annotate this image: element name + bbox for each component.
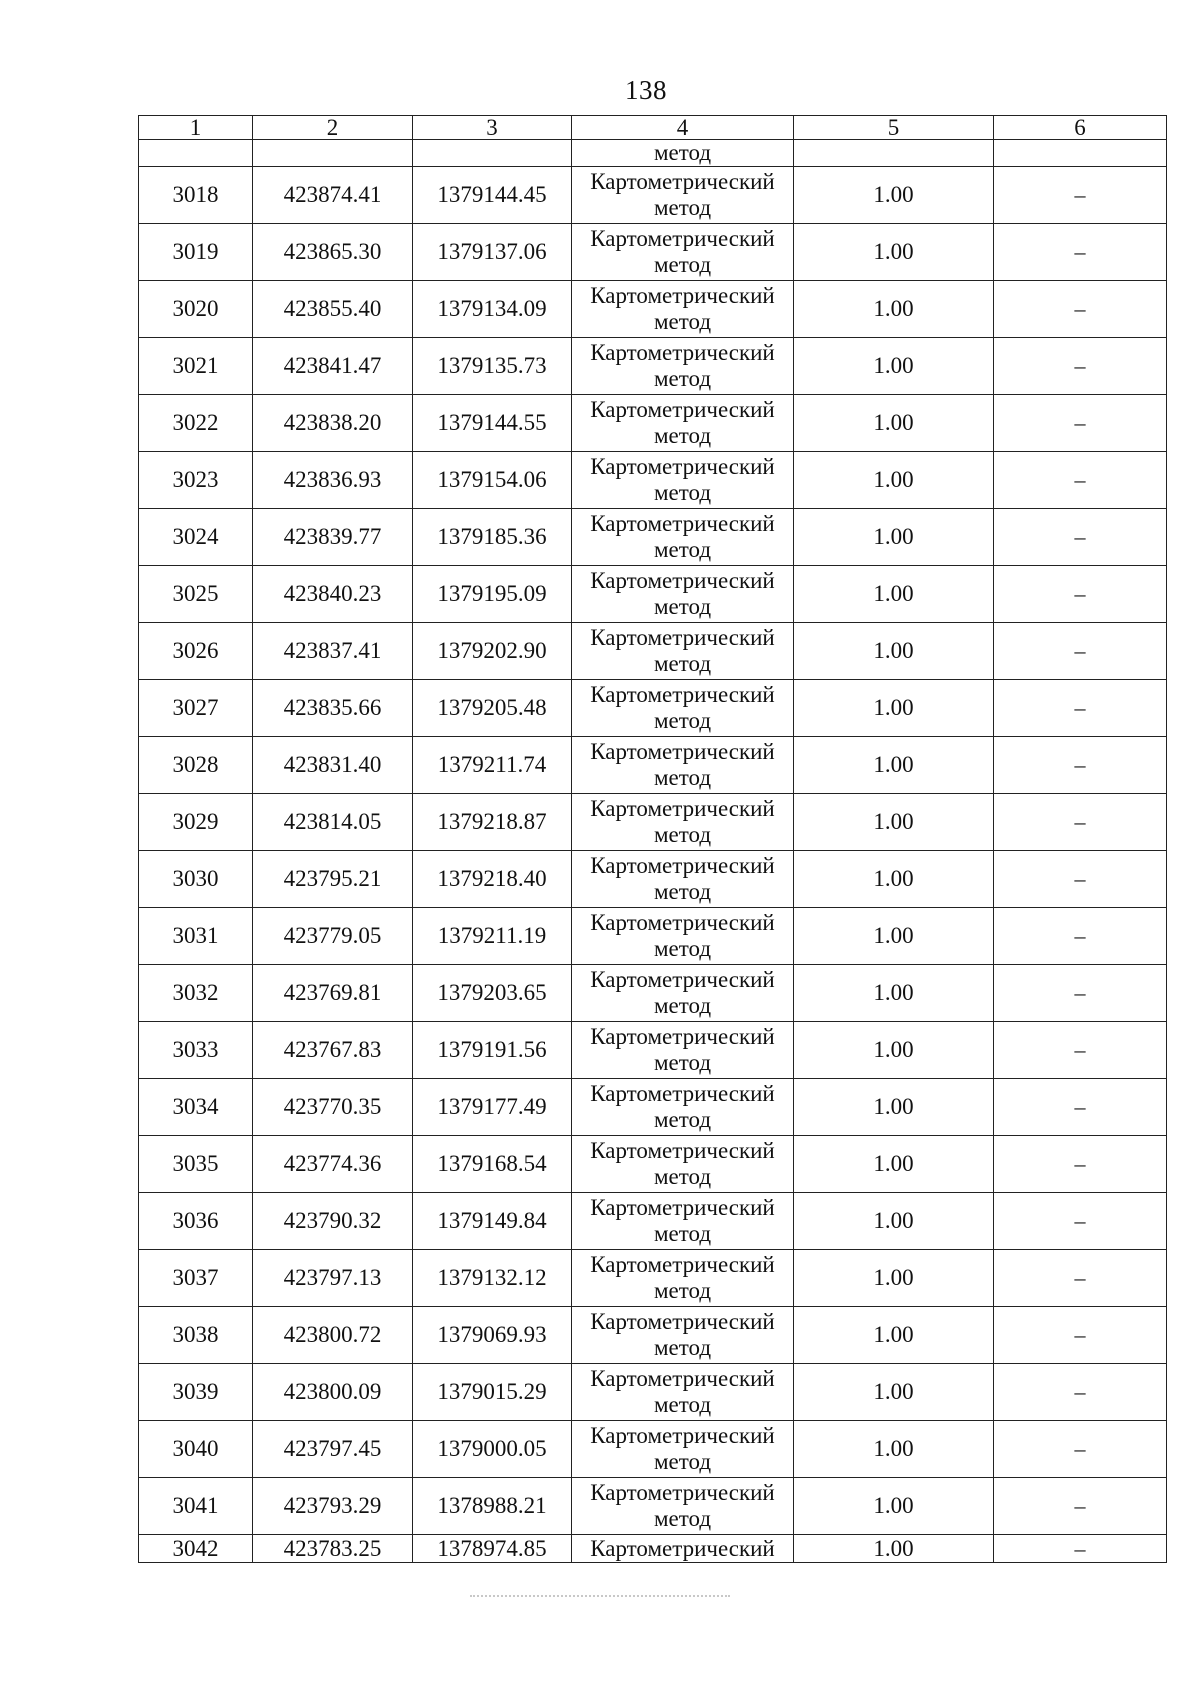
description-cell: – (994, 224, 1167, 281)
method-line-1: Картометрический (590, 340, 775, 365)
accuracy-cell: 1.00 (794, 566, 994, 623)
x-coordinate-cell: 423840.23 (253, 566, 413, 623)
method-line-1: Картометрический (590, 568, 775, 593)
accuracy-cell: 1.00 (794, 908, 994, 965)
accuracy-cell: 1.00 (794, 1478, 994, 1535)
x-coordinate-cell: 423839.77 (253, 509, 413, 566)
column-number-3: 3 (413, 116, 572, 140)
point-number-cell: 3021 (139, 338, 253, 395)
description-cell: – (994, 1421, 1167, 1478)
x-coordinate-cell: 423783.25 (253, 1535, 413, 1563)
table-row (139, 395, 1167, 452)
method-line-1: Картометрический (590, 853, 775, 878)
y-coordinate-cell: 1379218.40 (413, 851, 572, 908)
accuracy-cell: 1.00 (794, 167, 994, 224)
x-coordinate-cell: 423797.13 (253, 1250, 413, 1307)
description-cell: – (994, 737, 1167, 794)
point-number-cell: 3037 (139, 1250, 253, 1307)
y-coordinate-cell: 1379185.36 (413, 509, 572, 566)
method-cell (572, 908, 794, 965)
y-coordinate-cell: 1379135.73 (413, 338, 572, 395)
method-line-2: метод (653, 252, 712, 277)
point-number-cell: 3031 (139, 908, 253, 965)
method-cell (572, 1307, 794, 1364)
accuracy-cell: 1.00 (794, 1535, 994, 1563)
method-line-2: метод (653, 765, 712, 790)
table-row (139, 1364, 1167, 1421)
point-number-cell: 3040 (139, 1421, 253, 1478)
y-coordinate-cell: 1379132.12 (413, 1250, 572, 1307)
method-line-1: Картометрический (590, 625, 775, 650)
method-cell (572, 1022, 794, 1079)
y-coordinate-cell: 1379149.84 (413, 1193, 572, 1250)
x-coordinate-cell: 423838.20 (253, 395, 413, 452)
column-number-1: 1 (139, 116, 253, 140)
method-line-1: Картометрический (590, 169, 775, 194)
description-cell: – (994, 1136, 1167, 1193)
x-coordinate-cell: 423793.29 (253, 1478, 413, 1535)
accuracy-cell: 1.00 (794, 1250, 994, 1307)
continuation-cell-2 (253, 140, 413, 167)
table-row (139, 908, 1167, 965)
table-row (139, 1421, 1167, 1478)
accuracy-cell: 1.00 (794, 1022, 994, 1079)
description-cell: – (994, 566, 1167, 623)
method-line-2: метод (653, 1221, 712, 1246)
method-line-1: Картометрический (590, 397, 775, 422)
x-coordinate-cell: 423767.83 (253, 1022, 413, 1079)
point-number-cell: 3027 (139, 680, 253, 737)
table-row (139, 452, 1167, 509)
x-coordinate-cell: 423836.93 (253, 452, 413, 509)
y-coordinate-cell: 1379015.29 (413, 1364, 572, 1421)
x-coordinate-cell: 423769.81 (253, 965, 413, 1022)
table-row (139, 1136, 1167, 1193)
table-row (139, 1478, 1167, 1535)
x-coordinate-cell: 423874.41 (253, 167, 413, 224)
table-row (139, 509, 1167, 566)
point-number-cell: 3036 (139, 1193, 253, 1250)
point-number-cell: 3029 (139, 794, 253, 851)
method-line-2: метод (653, 1050, 712, 1075)
accuracy-cell: 1.00 (794, 452, 994, 509)
method-cell (572, 1193, 794, 1250)
method-line-1: Картометрический (590, 1252, 775, 1277)
method-cell (572, 737, 794, 794)
table-row (139, 566, 1167, 623)
accuracy-cell: 1.00 (794, 794, 994, 851)
point-number-cell: 3041 (139, 1478, 253, 1535)
accuracy-cell: 1.00 (794, 1079, 994, 1136)
description-cell: – (994, 965, 1167, 1022)
description-cell: – (994, 908, 1167, 965)
method-line-2: метод (653, 480, 712, 505)
description-cell: – (994, 338, 1167, 395)
table-row (139, 167, 1167, 224)
table-row (139, 623, 1167, 680)
method-cell (572, 680, 794, 737)
table-row (139, 224, 1167, 281)
y-coordinate-cell: 1379137.06 (413, 224, 572, 281)
coordinates-table (138, 115, 1167, 1563)
description-cell: – (994, 680, 1167, 737)
description-cell: – (994, 794, 1167, 851)
scan-artifact (470, 1595, 730, 1601)
description-cell: – (994, 1478, 1167, 1535)
table-row (139, 1307, 1167, 1364)
method-line-2: метод (653, 1164, 712, 1189)
x-coordinate-cell: 423814.05 (253, 794, 413, 851)
point-number-cell: 3026 (139, 623, 253, 680)
y-coordinate-cell: 1379144.45 (413, 167, 572, 224)
y-coordinate-cell: 1378974.85 (413, 1535, 572, 1563)
point-number-cell: 3042 (139, 1535, 253, 1563)
accuracy-cell: 1.00 (794, 281, 994, 338)
y-coordinate-cell: 1379177.49 (413, 1079, 572, 1136)
accuracy-cell: 1.00 (794, 1136, 994, 1193)
method-cell (572, 281, 794, 338)
method-line-1: Картометрический (590, 910, 775, 935)
method-line-2: метод (653, 1107, 712, 1132)
method-line-1: Картометрический (590, 682, 775, 707)
method-cell (572, 794, 794, 851)
method-line-1: Картометрический (590, 511, 775, 536)
point-number-cell: 3033 (139, 1022, 253, 1079)
method-line-1: Картометрический (590, 1138, 775, 1163)
x-coordinate-cell: 423800.72 (253, 1307, 413, 1364)
method-cell (572, 1136, 794, 1193)
accuracy-cell: 1.00 (794, 1421, 994, 1478)
point-number-cell: 3030 (139, 851, 253, 908)
method-cell (572, 1421, 794, 1478)
y-coordinate-cell: 1379134.09 (413, 281, 572, 338)
point-number-cell: 3023 (139, 452, 253, 509)
y-coordinate-cell: 1379202.90 (413, 623, 572, 680)
method-cell (572, 965, 794, 1022)
column-number-2: 2 (253, 116, 413, 140)
x-coordinate-cell: 423795.21 (253, 851, 413, 908)
method-line-2: метод (653, 537, 712, 562)
method-line-2: метод (653, 1449, 712, 1474)
method-cell (572, 851, 794, 908)
x-coordinate-cell: 423841.47 (253, 338, 413, 395)
x-coordinate-cell: 423835.66 (253, 680, 413, 737)
y-coordinate-cell: 1379211.19 (413, 908, 572, 965)
method-line-2: метод (653, 423, 712, 448)
y-coordinate-cell: 1379191.56 (413, 1022, 572, 1079)
table-row (139, 1022, 1167, 1079)
method-line-1: Картометрический (590, 1480, 775, 1505)
accuracy-cell: 1.00 (794, 509, 994, 566)
continuation-row (139, 140, 1167, 167)
method-line-2: метод (653, 822, 712, 847)
description-cell: – (994, 395, 1167, 452)
description-cell: – (994, 1307, 1167, 1364)
y-coordinate-cell: 1379205.48 (413, 680, 572, 737)
x-coordinate-cell: 423774.36 (253, 1136, 413, 1193)
accuracy-cell: 1.00 (794, 1307, 994, 1364)
x-coordinate-cell: 423837.41 (253, 623, 413, 680)
accuracy-cell: 1.00 (794, 965, 994, 1022)
method-cell: Картометрический (572, 1535, 794, 1563)
description-cell: – (994, 281, 1167, 338)
method-line-2: метод (653, 708, 712, 733)
page-number: 138 (625, 75, 667, 105)
table-row (139, 965, 1167, 1022)
method-cell (572, 1079, 794, 1136)
column-number-6: 6 (994, 116, 1167, 140)
method-line-1: Картометрический (590, 1024, 775, 1049)
description-cell: – (994, 452, 1167, 509)
method-cell (572, 566, 794, 623)
method-line-2: метод (653, 309, 712, 334)
accuracy-cell: 1.00 (794, 623, 994, 680)
accuracy-cell: 1.00 (794, 224, 994, 281)
point-number-cell: 3024 (139, 509, 253, 566)
description-cell: – (994, 1193, 1167, 1250)
continuation-method-cell: метод (572, 140, 794, 167)
point-number-cell: 3022 (139, 395, 253, 452)
table-row (139, 1079, 1167, 1136)
point-number-cell: 3035 (139, 1136, 253, 1193)
table-row (139, 794, 1167, 851)
method-line-2: метод (653, 993, 712, 1018)
point-number-cell: 3034 (139, 1079, 253, 1136)
y-coordinate-cell: 1378988.21 (413, 1478, 572, 1535)
method-line-1: Картометрический (590, 454, 775, 479)
description-cell: – (994, 851, 1167, 908)
method-line-1: Картометрический (590, 739, 775, 764)
table-row (139, 737, 1167, 794)
accuracy-cell: 1.00 (794, 1193, 994, 1250)
method-line-2: метод (653, 879, 712, 904)
x-coordinate-cell: 423831.40 (253, 737, 413, 794)
method-line-2: метод (653, 366, 712, 391)
point-number-cell: 3028 (139, 737, 253, 794)
method-line-1: Картометрический (590, 967, 775, 992)
method-cell (572, 1364, 794, 1421)
method-line-1: Картометрический (590, 1195, 775, 1220)
method-line-2: метод (653, 1392, 712, 1417)
table-row (139, 338, 1167, 395)
x-coordinate-cell: 423800.09 (253, 1364, 413, 1421)
continuation-cell-5 (794, 140, 994, 167)
method-cell (572, 395, 794, 452)
table-row (139, 1193, 1167, 1250)
point-number-cell: 3018 (139, 167, 253, 224)
point-number-cell: 3039 (139, 1364, 253, 1421)
column-number-4: 4 (572, 116, 794, 140)
accuracy-cell: 1.00 (794, 680, 994, 737)
column-number-5: 5 (794, 116, 994, 140)
description-cell: – (994, 623, 1167, 680)
continuation-cell-3 (413, 140, 572, 167)
continuation-cell-6 (994, 140, 1167, 167)
point-number-cell: 3020 (139, 281, 253, 338)
point-number-cell: 3025 (139, 566, 253, 623)
accuracy-cell: 1.00 (794, 1364, 994, 1421)
x-coordinate-cell: 423770.35 (253, 1079, 413, 1136)
table-row (139, 1250, 1167, 1307)
description-cell: – (994, 1250, 1167, 1307)
x-coordinate-cell: 423855.40 (253, 281, 413, 338)
y-coordinate-cell: 1379000.05 (413, 1421, 572, 1478)
point-number-cell: 3038 (139, 1307, 253, 1364)
y-coordinate-cell: 1379168.54 (413, 1136, 572, 1193)
method-cell (572, 509, 794, 566)
method-line-1: Картометрический (590, 1423, 775, 1448)
description-cell: – (994, 1022, 1167, 1079)
description-cell: – (994, 1535, 1167, 1563)
table-row (139, 851, 1167, 908)
method-line-1: Картометрический (590, 1366, 775, 1391)
y-coordinate-cell: 1379144.55 (413, 395, 572, 452)
description-cell: – (994, 509, 1167, 566)
x-coordinate-cell: 423865.30 (253, 224, 413, 281)
method-cell (572, 224, 794, 281)
table-row-last (139, 1535, 1167, 1563)
y-coordinate-cell: 1379218.87 (413, 794, 572, 851)
x-coordinate-cell: 423779.05 (253, 908, 413, 965)
method-line-2: метод (653, 195, 712, 220)
method-cell (572, 1478, 794, 1535)
method-line-1: Картометрический (590, 283, 775, 308)
y-coordinate-cell: 1379195.09 (413, 566, 572, 623)
method-line-2: метод (653, 1278, 712, 1303)
x-coordinate-cell: 423797.45 (253, 1421, 413, 1478)
continuation-cell-1 (139, 140, 253, 167)
y-coordinate-cell: 1379154.06 (413, 452, 572, 509)
method-cell (572, 1250, 794, 1307)
point-number-cell: 3032 (139, 965, 253, 1022)
description-cell: – (994, 1079, 1167, 1136)
y-coordinate-cell: 1379069.93 (413, 1307, 572, 1364)
y-coordinate-cell: 1379211.74 (413, 737, 572, 794)
method-line-2: метод (653, 1335, 712, 1360)
method-line-1: Картометрический (590, 796, 775, 821)
point-number-cell: 3019 (139, 224, 253, 281)
method-line-1: Картометрический (590, 226, 775, 251)
method-line-2: метод (653, 651, 712, 676)
accuracy-cell: 1.00 (794, 737, 994, 794)
description-cell: – (994, 167, 1167, 224)
method-line-2: метод (653, 936, 712, 961)
column-number-row (139, 116, 1167, 140)
accuracy-cell: 1.00 (794, 851, 994, 908)
accuracy-cell: 1.00 (794, 338, 994, 395)
table-body (139, 116, 1167, 1563)
method-cell (572, 623, 794, 680)
method-line-1: Картометрический (590, 1081, 775, 1106)
description-cell: – (994, 1364, 1167, 1421)
table-row (139, 281, 1167, 338)
accuracy-cell: 1.00 (794, 395, 994, 452)
method-line-2: метод (653, 1506, 712, 1531)
method-cell (572, 167, 794, 224)
method-cell (572, 452, 794, 509)
table-row (139, 680, 1167, 737)
x-coordinate-cell: 423790.32 (253, 1193, 413, 1250)
method-line-1: Картометрический (590, 1309, 775, 1334)
method-cell (572, 338, 794, 395)
y-coordinate-cell: 1379203.65 (413, 965, 572, 1022)
method-line-2: метод (653, 594, 712, 619)
